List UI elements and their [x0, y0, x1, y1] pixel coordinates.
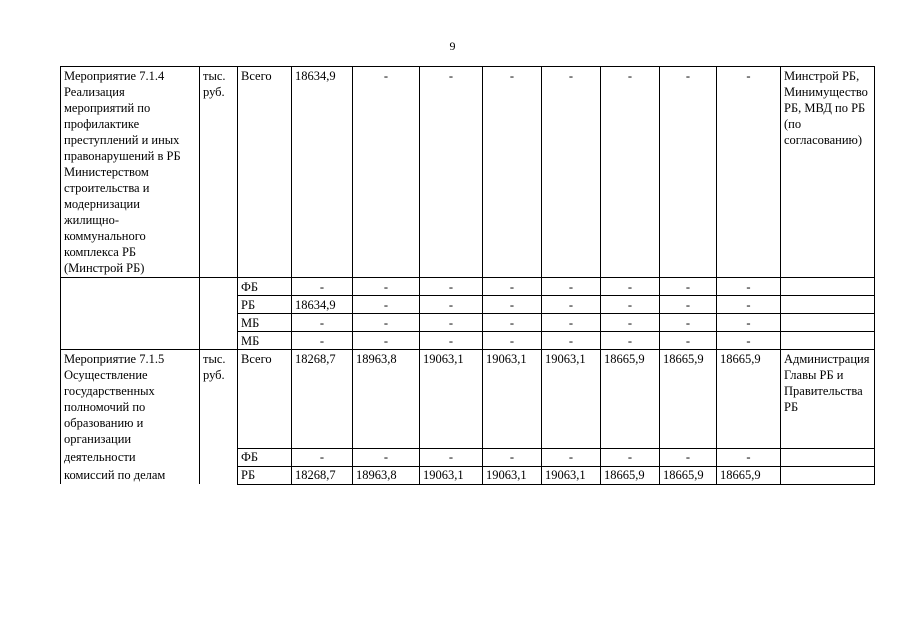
value-cell: - — [717, 332, 781, 350]
value-cell: 18665,9 — [660, 466, 717, 484]
table-row — [61, 466, 875, 484]
value-cell: 18963,8 — [353, 466, 420, 484]
value-cell: - — [292, 332, 353, 350]
executor-cell-cont — [781, 314, 875, 332]
value-cell: 19063,1 — [420, 350, 483, 449]
measure-cell-cont — [61, 278, 200, 296]
value-cell: - — [483, 448, 542, 466]
value-cell: 18665,9 — [601, 466, 660, 484]
value-cell: 18634,9 — [292, 296, 353, 314]
value-cell: - — [483, 314, 542, 332]
value-cell: - — [353, 314, 420, 332]
value-cell: - — [542, 278, 601, 296]
value-cell: - — [420, 332, 483, 350]
table-row — [61, 278, 875, 296]
table-row — [61, 67, 875, 278]
value-cell: - — [483, 278, 542, 296]
value-cell: - — [660, 278, 717, 296]
executor-cell: Администрация Главы РБ и Правительства РБ — [781, 350, 875, 449]
value-cell: 19063,1 — [420, 466, 483, 484]
measure-cell: Мероприятие 7.1.4 Реализация мероприятий по профилактике преступлений и иных правонарушений в РБ Министерством строительства и модернизации жилищно-коммунального комплекса РБ (Минстрой РБ) — [61, 67, 200, 278]
value-cell: 19063,1 — [483, 466, 542, 484]
unit-cell-cont — [200, 466, 238, 484]
value-cell: - — [353, 448, 420, 466]
value-cell: - — [420, 278, 483, 296]
value-cell: - — [660, 332, 717, 350]
measure-cell-cont — [61, 314, 200, 332]
value-cell: 18268,7 — [292, 466, 353, 484]
table-row — [61, 332, 875, 350]
measure-cell: Мероприятие 7.1.5 Осуществление государственных полномочий по образованию и организации — [61, 350, 200, 449]
table-row — [61, 314, 875, 332]
value-cell: - — [420, 296, 483, 314]
unit-cell-cont — [200, 448, 238, 466]
value-cell: 18268,7 — [292, 350, 353, 449]
value-cell: - — [601, 67, 660, 278]
source-cell: ФБ — [238, 278, 292, 296]
unit-cell-cont — [200, 278, 238, 296]
value-cell: - — [292, 278, 353, 296]
unit-cell: тыс. руб. — [200, 67, 238, 278]
value-cell: 18665,9 — [660, 350, 717, 449]
value-cell: - — [542, 296, 601, 314]
executor-cell-cont — [781, 332, 875, 350]
value-cell: - — [483, 67, 542, 278]
value-cell: - — [601, 314, 660, 332]
executor-cell-cont — [781, 278, 875, 296]
unit-cell-cont — [200, 296, 238, 314]
unit-cell-cont — [200, 314, 238, 332]
value-cell: - — [717, 278, 781, 296]
value-cell: - — [420, 448, 483, 466]
unit-cell: тыс. руб. — [200, 350, 238, 449]
executor-cell-cont — [781, 466, 875, 484]
value-cell: - — [601, 278, 660, 296]
value-cell: - — [717, 296, 781, 314]
value-cell: 19063,1 — [542, 466, 601, 484]
value-cell: 19063,1 — [542, 350, 601, 449]
executor-cell-cont — [781, 448, 875, 466]
table-row — [61, 448, 875, 466]
value-cell: - — [483, 296, 542, 314]
value-cell: 18963,8 — [353, 350, 420, 449]
table-row — [61, 296, 875, 314]
value-cell: - — [542, 448, 601, 466]
value-cell: 18665,9 — [717, 466, 781, 484]
source-cell: Всего — [238, 67, 292, 278]
value-cell: - — [717, 448, 781, 466]
value-cell: - — [660, 296, 717, 314]
executor-cell-cont — [781, 296, 875, 314]
source-cell: ФБ — [238, 448, 292, 466]
value-cell: - — [717, 314, 781, 332]
measure-cell-cont — [61, 332, 200, 350]
value-cell: - — [292, 448, 353, 466]
value-cell: - — [483, 332, 542, 350]
measure-cell-cont — [61, 296, 200, 314]
unit-cell-cont — [200, 332, 238, 350]
budget-table — [60, 66, 875, 485]
source-cell: МБ — [238, 332, 292, 350]
value-cell: 18665,9 — [717, 350, 781, 449]
source-cell: РБ — [238, 296, 292, 314]
value-cell: - — [353, 278, 420, 296]
value-cell: - — [660, 448, 717, 466]
value-cell: - — [353, 67, 420, 278]
value-cell: - — [292, 314, 353, 332]
value-cell: - — [542, 67, 601, 278]
value-cell: - — [542, 332, 601, 350]
value-cell: - — [420, 314, 483, 332]
executor-cell: Минстрой РБ, Минимущество РБ, МВД по РБ (по согласованию) — [781, 67, 875, 278]
measure-cell-cont: комиссий по делам — [61, 466, 200, 484]
table-row — [61, 350, 875, 449]
source-cell: РБ — [238, 466, 292, 484]
value-cell: - — [420, 67, 483, 278]
page-number: 9 — [449, 39, 456, 53]
value-cell: 19063,1 — [483, 350, 542, 449]
measure-cell-cont: деятельности — [61, 448, 200, 466]
value-cell: 18634,9 — [292, 67, 353, 278]
value-cell: - — [601, 448, 660, 466]
value-cell: - — [660, 67, 717, 278]
value-cell: - — [717, 67, 781, 278]
value-cell: - — [601, 332, 660, 350]
value-cell: - — [353, 332, 420, 350]
value-cell: - — [353, 296, 420, 314]
source-cell: МБ — [238, 314, 292, 332]
value-cell: - — [601, 296, 660, 314]
value-cell: - — [660, 314, 717, 332]
value-cell: - — [542, 314, 601, 332]
value-cell: 18665,9 — [601, 350, 660, 449]
source-cell: Всего — [238, 350, 292, 449]
